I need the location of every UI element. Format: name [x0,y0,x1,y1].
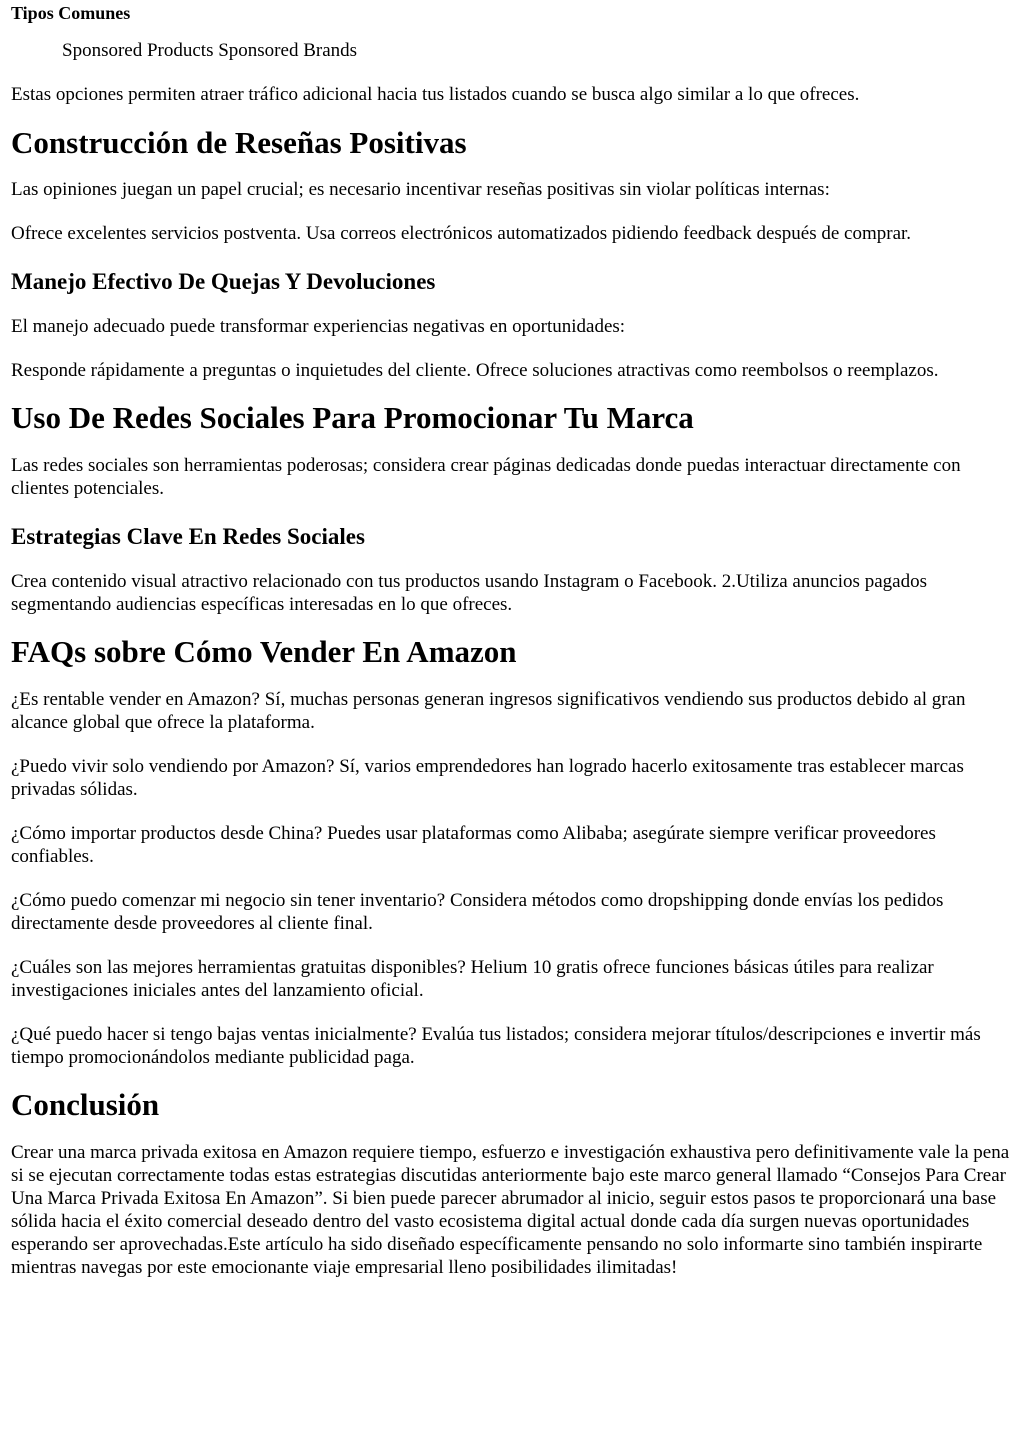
complaints-heading: Manejo Efectivo De Quejas Y Devoluciones [11,269,436,294]
faqs-heading: FAQs sobre Cómo Vender En Amazon [11,634,517,669]
reviews-paragraph-2: Ofrece excelentes servicios postventa. Usa correos electrónicos automatizados pidiendo feedback después de comprar. [11,223,912,244]
reviews-paragraph-1: Las opiniones juegan un papel crucial; es necesario incentivar reseñas positivas sin violar políticas internas: [11,179,830,200]
types-heading: Tipos Comunes [11,3,131,23]
conclusion-paragraph: Crear una marca privada exitosa en Amazon requiere tiempo, esfuerzo e investigación exhaustiva pero definitivamente vale la pena si se ejecutan correctamente todas estas estrategias discutidas anteriormente bajo este marco general llamado “Consejos Para Crear Una Marca Privada Exitosa En Amazon”. Si bien puede parecer abrumador al inicio, seguir estos pasos te proporcionará una base sólida hacia el éxito comercial deseado dentro del vasto ecosistema digital actual donde cada día surgen nuevas oportunidades esperando ser aprovechadas.Este artículo ha sido diseñado específicamente pensando no solo informarte sino también inspirarte mientras navegas por este emocionante viaje empresarial lleno posibilidades ilimitadas! [11,1142,1010,1278]
types-paragraph: Estas opciones permiten atraer tráfico adicional hacia tus listados cuando se busca algo similar a lo que ofreces. [11,84,860,105]
complaints-paragraph-1: El manejo adecuado puede transformar experiencias negativas en oportunidades: [11,316,626,337]
faq-item: ¿Qué puedo hacer si tengo bajas ventas inicialmente? Evalúa tus listados; considera mejorar títulos/descripciones e invertir más tiempo promocionándolos mediante publicidad paga. [11,1024,981,1068]
faq-item: ¿Cuáles son las mejores herramientas gratuitas disponibles? Helium 10 gratis ofrece funciones básicas útiles para realizar investigaciones iniciales antes del lanzamiento oficial. [11,957,934,1001]
reviews-heading: Construcción de Reseñas Positivas [11,125,467,160]
social-paragraph-1: Las redes sociales son herramientas poderosas; considera crear páginas dedicadas donde puedas interactuar directamente con clientes potenciales. [11,455,961,499]
social-heading: Uso De Redes Sociales Para Promocionar Tu Marca [11,400,694,435]
types-list: Sponsored Products Sponsored Brands [62,40,358,61]
faq-item: ¿Puedo vivir solo vendiendo por Amazon? Sí, varios emprendedores han logrado hacerlo exitosamente tras establecer marcas privadas sólidas. [11,756,964,800]
faq-item: ¿Es rentable vender en Amazon? Sí, muchas personas generan ingresos significativos vendiendo sus productos debido al gran alcance global que ofrece la plataforma. [11,689,966,733]
conclusion-heading: Conclusión [11,1087,160,1122]
faq-item: ¿Cómo puedo comenzar mi negocio sin tener inventario? Considera métodos como dropshipping donde envías los pedidos directamente desde proveedores al cliente final. [11,890,944,934]
social-strategies-heading: Estrategias Clave En Redes Sociales [11,524,365,549]
faq-item: ¿Cómo importar productos desde China? Puedes usar plataformas como Alibaba; asegúrate siempre verificar proveedores confiables. [11,823,936,867]
document-page [0,3,1024,1279]
social-strategies-paragraph: Crea contenido visual atractivo relacionado con tus productos usando Instagram o Facebook. 2.Utiliza anuncios pagados segmentando audiencias específicas interesadas en lo que ofreces. [11,571,927,615]
complaints-paragraph-2: Responde rápidamente a preguntas o inquietudes del cliente. Ofrece soluciones atractivas como reembolsos o reemplazos. [11,360,939,381]
